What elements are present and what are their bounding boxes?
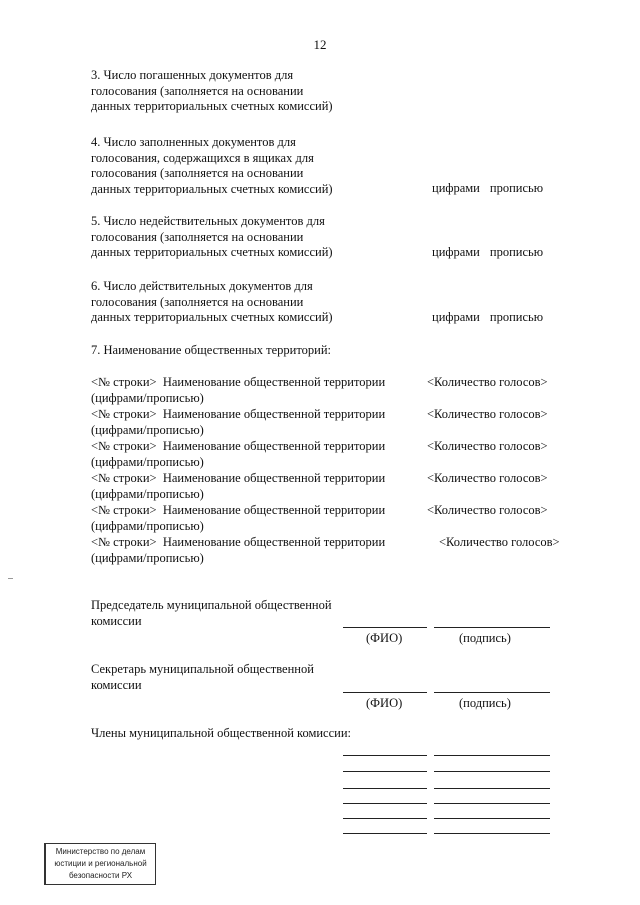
chair-signature-caption: (подпись) <box>459 631 511 645</box>
territories-heading: 7. Наименование общественных территорий: <box>91 343 331 357</box>
territory-row <box>91 534 571 550</box>
vote-count: <Количество голосов> <box>427 471 548 485</box>
vote-count-format: (цифрами/прописью) <box>91 551 204 565</box>
digits-label: цифрами <box>432 181 480 195</box>
section-text-line: голосования (заполняется на основании <box>91 83 304 98</box>
section-text-line: голосования (заполняется на основании <box>91 229 304 244</box>
words-label: прописью <box>489 245 544 259</box>
territory-row <box>91 406 571 422</box>
vote-count-format: (цифрами/прописью) <box>91 391 204 405</box>
vote-count-format: (цифрами/прописью) <box>91 487 204 501</box>
territory-entry <box>91 502 571 534</box>
section-3 <box>91 68 333 115</box>
row-number: <№ строки> <box>91 375 157 389</box>
section-text-line: данных территориальных счетных комиссий) <box>91 99 333 113</box>
territory-entry <box>91 534 571 566</box>
chair-label-line: комиссии <box>91 613 142 628</box>
stamp-line: юстиции и региональной <box>54 859 147 868</box>
territory-name: Наименование общественной территории <box>162 439 386 453</box>
vote-count-format: (цифрами/прописью) <box>91 455 204 469</box>
section-6-fill-hint <box>432 310 553 325</box>
member-fio-line[interactable] <box>343 771 427 772</box>
section-5 <box>91 214 333 261</box>
section-text-line: 4. Число заполненных документов для <box>91 135 296 149</box>
member-signature-line[interactable] <box>434 833 550 834</box>
member-signature-line[interactable] <box>434 771 550 772</box>
secretary-label <box>91 662 314 693</box>
territory-name: Наименование общественной территории <box>162 503 386 517</box>
section-text-line: 3. Число погашенных документов для <box>91 68 294 82</box>
member-signature-line[interactable] <box>434 803 550 804</box>
vote-count: <Количество голосов> <box>439 535 560 549</box>
vote-count: <Количество голосов> <box>427 503 548 517</box>
page-number: 12 <box>313 37 327 52</box>
secretary-signature-caption: (подпись) <box>459 696 511 710</box>
secretary-signature-line[interactable] <box>434 692 550 693</box>
section-text-line: данных территориальных счетных комиссий) <box>91 310 333 324</box>
ministry-stamp <box>44 843 156 885</box>
section-text-line: голосования (заполняется на основании <box>91 166 304 180</box>
row-number: <№ строки> <box>91 439 157 453</box>
words-label: прописью <box>489 181 544 195</box>
chair-label-line: Председатель муниципальной общественной <box>91 598 332 612</box>
member-fio-line[interactable] <box>343 755 427 756</box>
row-number: <№ строки> <box>91 503 157 517</box>
territory-name: Наименование общественной территории <box>162 407 386 421</box>
row-number: <№ строки> <box>91 407 157 421</box>
secretary-label-line: Секретарь муниципальной общественной <box>91 662 314 676</box>
section-text-line: данных территориальных счетных комиссий) <box>91 245 333 259</box>
chair-fio-caption: (ФИО) <box>366 631 403 645</box>
member-signature-line[interactable] <box>434 755 550 756</box>
digits-label: цифрами <box>432 310 480 324</box>
section-6 <box>91 279 333 326</box>
section-text-line: голосования (заполняется на основании <box>91 294 304 309</box>
territory-row <box>91 470 571 486</box>
stamp-line: безопасности РХ <box>68 871 133 880</box>
vote-count-format: (цифрами/прописью) <box>91 423 204 437</box>
secretary-fio-caption: (ФИО) <box>366 696 403 710</box>
territory-entry <box>91 438 571 470</box>
members-label: Члены муниципальной общественной комиссии: <box>91 726 352 740</box>
territory-entry <box>91 406 571 438</box>
section-5-fill-hint <box>432 245 553 260</box>
territories-list <box>91 374 571 566</box>
section-4-fill-hint <box>432 181 553 196</box>
section-text-line: голосования, содержащихся в ящиках для <box>91 150 314 165</box>
margin-mark <box>8 578 13 579</box>
section-4 <box>91 135 333 197</box>
secretary-fio-line[interactable] <box>343 692 427 693</box>
territory-row <box>91 502 571 518</box>
territory-entry <box>91 470 571 502</box>
section-text-line: данных территориальных счетных комиссий) <box>91 181 333 196</box>
digits-label: цифрами <box>432 245 480 259</box>
chair-label <box>91 598 332 629</box>
territory-name: Наименование общественной территории <box>162 375 386 389</box>
member-signature-line[interactable] <box>434 818 550 819</box>
member-fio-line[interactable] <box>343 788 427 789</box>
territory-entry <box>91 374 571 406</box>
member-fio-line[interactable] <box>343 818 427 819</box>
row-number: <№ строки> <box>91 471 157 485</box>
secretary-label-line: комиссии <box>91 677 142 692</box>
territory-name: Наименование общественной территории <box>162 535 386 549</box>
words-label: прописью <box>489 310 544 324</box>
chair-fio-line[interactable] <box>343 627 427 628</box>
territory-row <box>91 374 571 390</box>
stamp-line: Министерство по делам <box>55 847 146 856</box>
territory-name: Наименование общественной территории <box>162 471 386 485</box>
vote-count: <Количество голосов> <box>427 375 548 389</box>
vote-count: <Количество голосов> <box>427 439 548 453</box>
section-text-line: 5. Число недействительных документов для <box>91 214 325 228</box>
territory-row <box>91 438 571 454</box>
member-signature-line[interactable] <box>434 788 550 789</box>
member-fio-line[interactable] <box>343 833 427 834</box>
vote-count-format: (цифрами/прописью) <box>91 519 204 533</box>
member-fio-line[interactable] <box>343 803 427 804</box>
row-number: <№ строки> <box>91 535 157 549</box>
chair-signature-line[interactable] <box>434 627 550 628</box>
vote-count: <Количество голосов> <box>427 407 548 421</box>
section-text-line: 6. Число действительных документов для <box>91 279 313 293</box>
